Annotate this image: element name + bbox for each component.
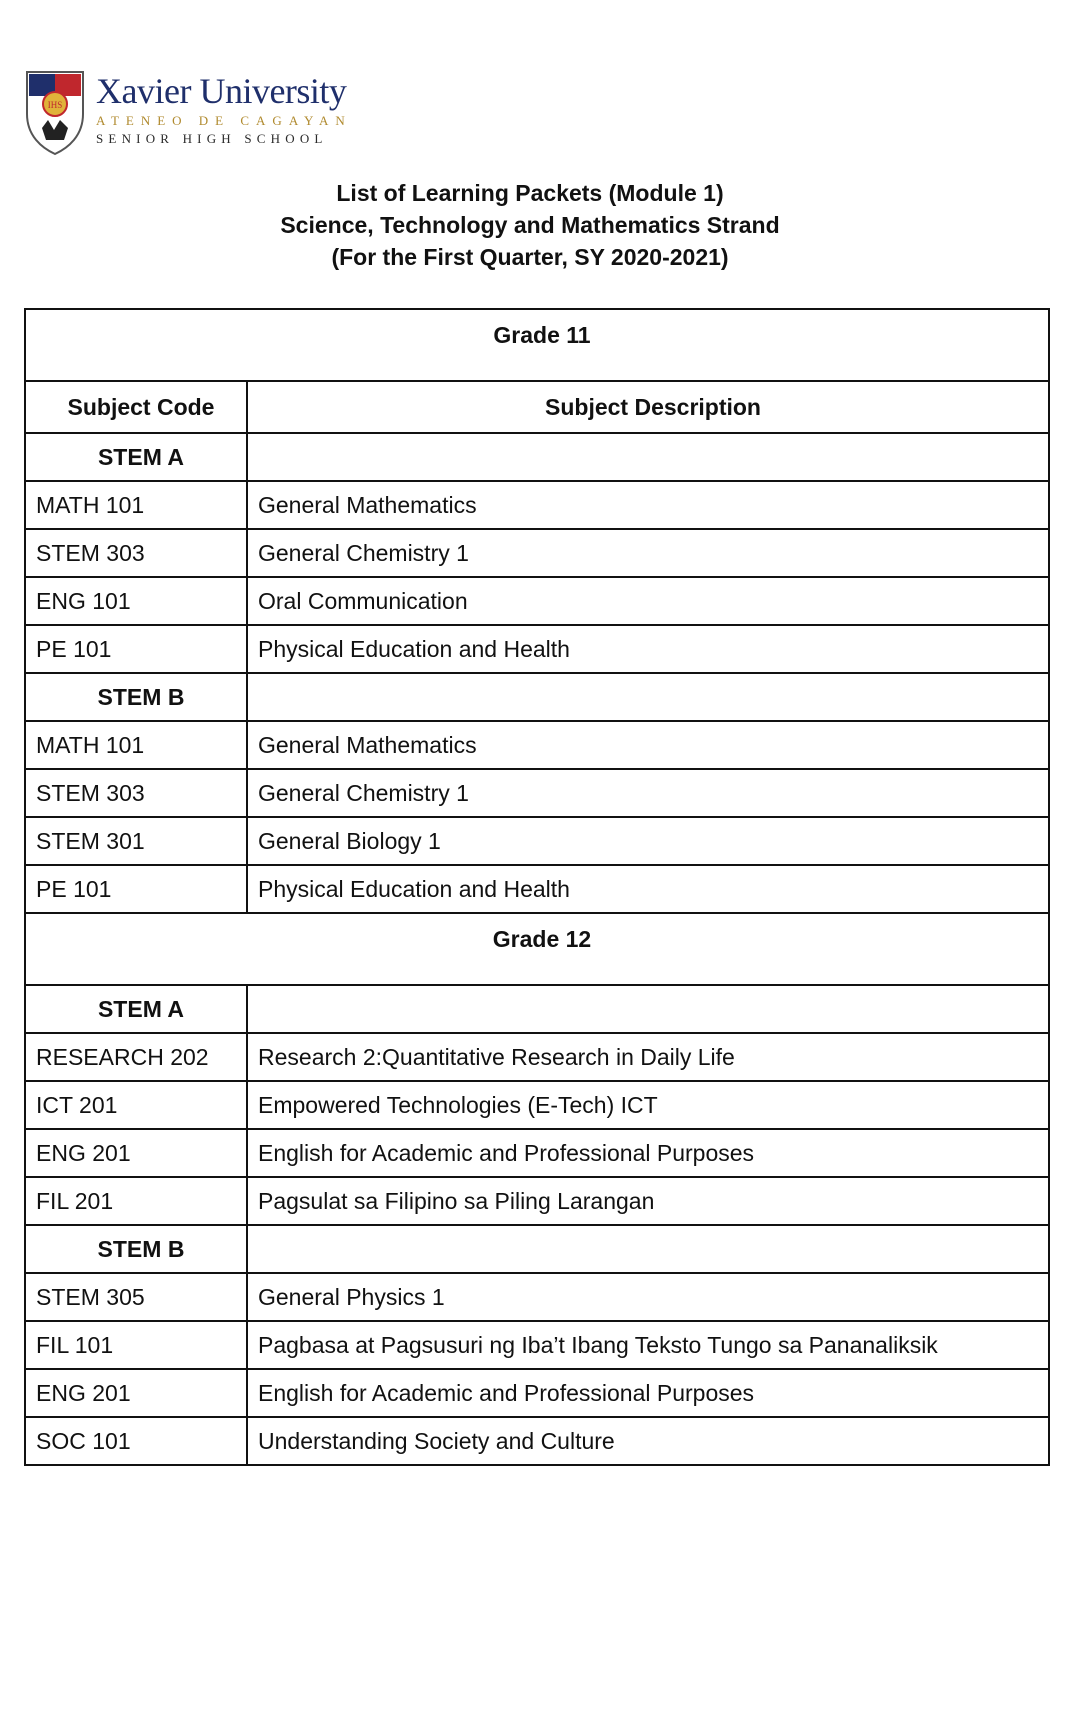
subject-description: Understanding Society and Culture <box>247 1417 1049 1465</box>
subject-code: MATH 101 <box>25 721 247 769</box>
table-row <box>25 577 1049 625</box>
subject-code: FIL 101 <box>25 1321 247 1369</box>
subject-description: General Biology 1 <box>247 817 1049 865</box>
table-row <box>25 1321 1049 1369</box>
svg-text:IHS: IHS <box>47 100 63 110</box>
subject-description: General Mathematics <box>247 721 1049 769</box>
title-line-3: (For the First Quarter, SY 2020-2021) <box>331 244 729 270</box>
subject-code: RESEARCH 202 <box>25 1033 247 1081</box>
subject-code: PE 101 <box>25 625 247 673</box>
section-blank <box>247 985 1049 1033</box>
table-row <box>25 1129 1049 1177</box>
table-row <box>25 1033 1049 1081</box>
section-blank <box>247 1225 1049 1273</box>
subject-description: Empowered Technologies (E-Tech) ICT <box>247 1081 1049 1129</box>
subject-code: STEM 303 <box>25 769 247 817</box>
learning-packets-table <box>24 308 1050 1466</box>
title-line-1: List of Learning Packets (Module 1) <box>336 180 724 206</box>
school-line-2: SENIOR HIGH SCHOOL <box>96 131 328 146</box>
subject-description: Pagbasa at Pagsusuri ng Iba’t Ibang Teksto Tungo sa Pananaliksik <box>247 1321 1049 1369</box>
column-header-description: Subject Description <box>247 381 1049 433</box>
table-row <box>25 817 1049 865</box>
subject-code: ICT 201 <box>25 1081 247 1129</box>
subject-code: SOC 101 <box>25 1417 247 1465</box>
section-blank <box>247 673 1049 721</box>
table-row <box>25 865 1049 913</box>
subject-description: General Mathematics <box>247 481 1049 529</box>
title-line-2: Science, Technology and Mathematics Strand <box>280 212 780 238</box>
subject-description: English for Academic and Professional Purposes <box>247 1129 1049 1177</box>
table-row <box>25 625 1049 673</box>
table-row <box>25 1369 1049 1417</box>
subject-code: ENG 101 <box>25 577 247 625</box>
table-row <box>25 481 1049 529</box>
school-logo <box>24 68 352 156</box>
subject-description: Oral Communication <box>247 577 1049 625</box>
subject-description: General Chemistry 1 <box>247 529 1049 577</box>
subject-description: General Physics 1 <box>247 1273 1049 1321</box>
subject-code: ENG 201 <box>25 1129 247 1177</box>
subject-code: MATH 101 <box>25 481 247 529</box>
column-header-code: Subject Code <box>25 381 247 433</box>
university-name: Xavier University <box>96 71 347 111</box>
table-row <box>25 1417 1049 1465</box>
subject-code: STEM 305 <box>25 1273 247 1321</box>
subject-code: STEM 303 <box>25 529 247 577</box>
document-title <box>0 177 1060 273</box>
subject-code: STEM 301 <box>25 817 247 865</box>
section-blank <box>247 433 1049 481</box>
section-label: STEM B <box>25 1225 247 1273</box>
shield-crest-icon <box>24 68 86 156</box>
subject-description: Physical Education and Health <box>247 625 1049 673</box>
school-line-1: ATENEO DE CAGAYAN <box>96 113 352 128</box>
subject-description: General Chemistry 1 <box>247 769 1049 817</box>
subject-code: PE 101 <box>25 865 247 913</box>
table-row <box>25 1177 1049 1225</box>
subject-code: FIL 201 <box>25 1177 247 1225</box>
table-row <box>25 769 1049 817</box>
grade-header: Grade 12 <box>25 913 1049 985</box>
subject-description: Physical Education and Health <box>247 865 1049 913</box>
subject-description: Pagsulat sa Filipino sa Piling Larangan <box>247 1177 1049 1225</box>
table-row <box>25 1273 1049 1321</box>
table-row <box>25 1081 1049 1129</box>
section-label: STEM A <box>25 985 247 1033</box>
subject-description: English for Academic and Professional Purposes <box>247 1369 1049 1417</box>
subject-description: Research 2:Quantitative Research in Daily Life <box>247 1033 1049 1081</box>
table-row <box>25 721 1049 769</box>
section-label: STEM B <box>25 673 247 721</box>
section-label: STEM A <box>25 433 247 481</box>
table-row <box>25 529 1049 577</box>
grade-header: Grade 11 <box>25 309 1049 381</box>
subject-code: ENG 201 <box>25 1369 247 1417</box>
